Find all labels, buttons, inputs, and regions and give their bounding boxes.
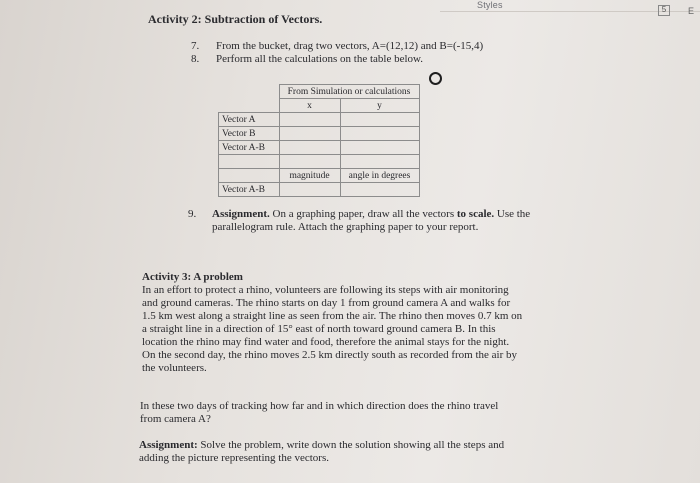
problem-line: location the rhino may find water and food, therefore the animal stays for the night.: [142, 336, 510, 348]
step9-number: 9.: [188, 208, 197, 220]
mouse-cursor-icon: [429, 72, 442, 85]
cell-vector-a-x[interactable]: [279, 113, 340, 127]
col-x-header: x: [279, 99, 340, 113]
col-magnitude-header: magnitude: [279, 169, 340, 183]
assignment-line2: adding the picture representing the vectors.: [139, 452, 329, 464]
step9-text2: Use the: [494, 208, 531, 220]
table-header: From Simulation or calculations: [279, 85, 419, 99]
col-angle-header: angle in degrees: [340, 169, 419, 183]
step9-line1: [212, 208, 530, 221]
problem-line: and ground cameras. The rhino starts on day 1 from ground camera A and walks for: [142, 297, 511, 309]
problem-paragraph: [142, 284, 522, 375]
step9-line2: parallelogram rule. Attach the graphing paper to your report.: [212, 221, 479, 233]
calculation-table: [218, 84, 420, 197]
problem-line: the volunteers.: [142, 362, 207, 374]
problem-line: a straight line in a direction of 15° east of north toward ground camera B. In this: [142, 323, 496, 335]
ribbon-edge-letter: E: [688, 6, 695, 16]
problem-line: 1.5 km west along a straight line as seen from the air. The rhino then moves 0.7 km on: [142, 310, 523, 322]
table-corner: [219, 85, 280, 99]
cell-magnitude[interactable]: [279, 183, 340, 197]
step8-text: Perform all the calculations on the table below.: [216, 53, 423, 65]
step8-number: 8.: [191, 53, 200, 65]
assignment-text: Solve the problem, write down the solution showing all the steps and: [197, 439, 505, 451]
step9-bold2: to scale.: [456, 208, 495, 220]
styles-pane-label[interactable]: Styles: [477, 0, 503, 10]
cell-angle[interactable]: [340, 183, 419, 197]
question-line: In these two days of tracking how far and in which direction does the rhino travel: [140, 400, 499, 412]
activity3-title: Activity 3: A problem: [142, 271, 243, 283]
activity2-title: Activity 2: Subtraction of Vectors.: [148, 12, 323, 26]
problem-line: In an effort to protect a rhino, volunteers are following its steps with air monitoring: [142, 284, 509, 296]
row-label-vector-a: Vector A: [219, 113, 280, 127]
row-label-vector-a-b: Vector A-B: [219, 141, 280, 155]
step9-bold: Assignment.: [212, 208, 270, 220]
spacer-cell: [219, 155, 280, 169]
cell-vector-ab-x[interactable]: [279, 141, 340, 155]
blank-label-cell: [219, 169, 280, 183]
assignment-line1: [139, 439, 504, 452]
cell-vector-b-y[interactable]: [340, 127, 419, 141]
step7-text: From the bucket, drag two vectors, A=(12,12) and B=(-15,4): [216, 40, 484, 52]
assignment-bold: Assignment:: [139, 439, 198, 451]
problem-line: On the second day, the rhino moves 2.5 km directly south as recorded from the air by: [142, 349, 518, 361]
step7-number: 7.: [191, 40, 200, 52]
spacer-cell: [340, 155, 419, 169]
question-paragraph: [140, 400, 498, 426]
table-corner-2: [219, 99, 280, 113]
cell-vector-ab-y[interactable]: [340, 141, 419, 155]
cell-vector-b-x[interactable]: [279, 127, 340, 141]
question-line: from camera A?: [140, 413, 211, 425]
row-label-result: Vector A-B: [219, 183, 280, 197]
cell-vector-a-y[interactable]: [340, 113, 419, 127]
step9-text1: On a graphing paper, draw all the vectors: [269, 208, 457, 220]
row-label-vector-b: Vector B: [219, 127, 280, 141]
spacer-cell: [279, 155, 340, 169]
ribbon-icon[interactable]: 5: [658, 5, 670, 16]
col-y-header: y: [340, 99, 419, 113]
